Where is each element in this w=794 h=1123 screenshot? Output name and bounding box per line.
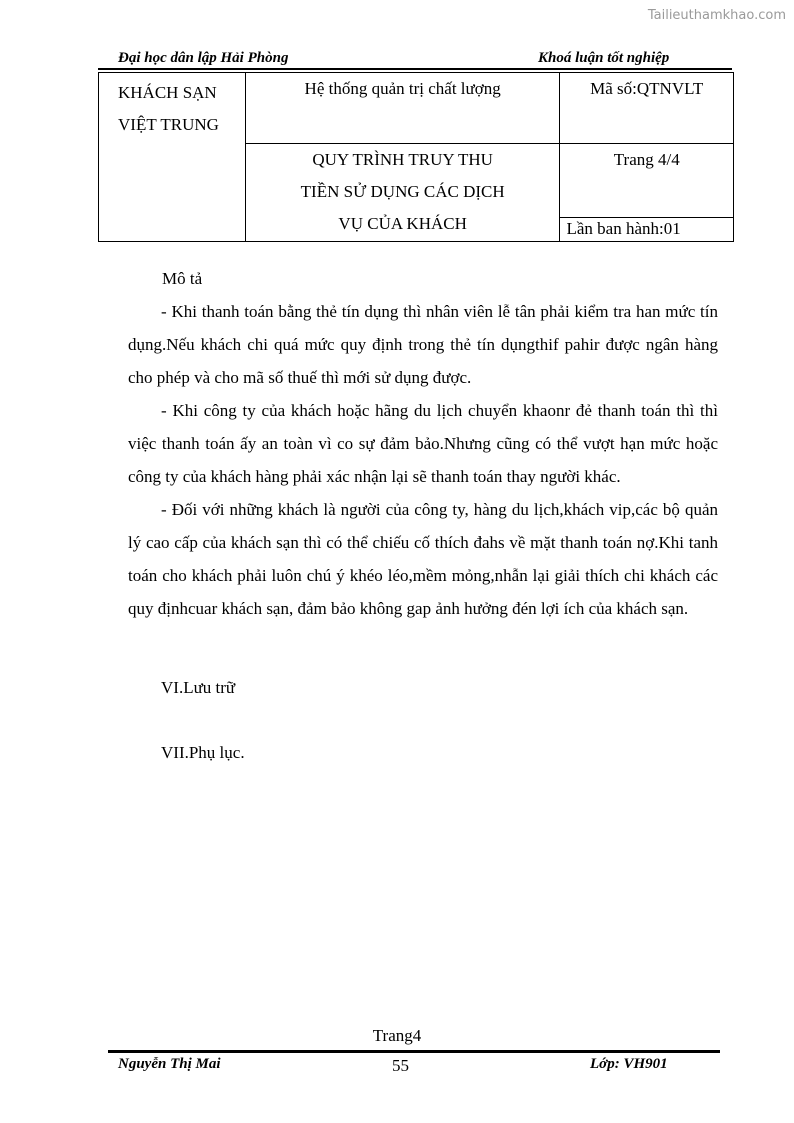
company-line-2: VIỆT TRUNG (118, 115, 219, 134)
header-thesis: Khoá luận tốt nghiệp (538, 50, 670, 66)
paragraph-special-guests: - Đối với những khách là người của công ty, hàng du lịch,khách vip,các bộ quản lý cao cấp của khách sạn thì có thể chiếu cố thích đahs về mặt thanh toán nợ.Khi tanh toán cho khách phải luôn chú ý khéo léo,mềm mỏng,nhẫn lại giải thích chi khách các quy địnhcuar khách sạn, đảm bảo không gap ảnh hưởng đén lợi ích của khách sạn. (128, 500, 718, 618)
company-line-1: KHÁCH SẠN (118, 83, 217, 102)
issue-number: Lần ban hành:01 (560, 218, 734, 242)
header-university: Đại học dân lập Hải Phòng (118, 50, 289, 66)
footer-rule (108, 1050, 720, 1053)
page-label: Trang4 (372, 1026, 422, 1045)
section-heading: Mô tả (162, 269, 203, 288)
body-text (128, 262, 718, 625)
procedure-line-3: VỤ CỦA KHÁCH (338, 214, 467, 233)
document-control-table (98, 72, 734, 242)
page-of-total: Trang 4/4 (560, 144, 734, 218)
section-storage: VI.Lưu trữ (161, 678, 236, 697)
section-appendix: VII.Phụ lục. (161, 743, 245, 762)
footer-class: Lớp: VH901 (590, 1056, 668, 1072)
procedure-line-1: QUY TRÌNH TRUY THU (312, 150, 493, 169)
procedure-title (245, 144, 560, 242)
system-title: Hệ thống quản trị chất lượng (245, 73, 560, 144)
header-rule (98, 68, 732, 70)
watermark: Tailieuthamkhao.com (647, 8, 786, 23)
paragraph-company-transfer: - Khi công ty của khách hoặc hãng du lịch chuyển khaonr đẻ thanh toán thì thì việc thanh toán ấy an toàn vì co sự đảm bảo.Nhưng cũng có thể vượt hạn mức hoặc công ty của khách hàng phải xác nhận lại sẽ thanh toán thay người khác. (128, 401, 718, 486)
paragraph-credit-card: - Khi thanh toán bằng thẻ tín dụng thì nhân viên lễ tân phải kiểm tra han mức tín dụng.Nếu khách chi quá mức quy định trong thẻ tín dụngthif pahir được ngân hàng cho phép và cho mã số thuế thì mới sử dụng được. (128, 302, 718, 387)
document-code: Mã số:QTNVLT (560, 73, 734, 144)
footer-page-number: 55 (392, 1056, 409, 1075)
company-cell (99, 73, 246, 242)
footer-author: Nguyễn Thị Mai (118, 1056, 221, 1072)
procedure-line-2: TIỀN SỬ DỤNG CÁC DỊCH (300, 182, 505, 201)
